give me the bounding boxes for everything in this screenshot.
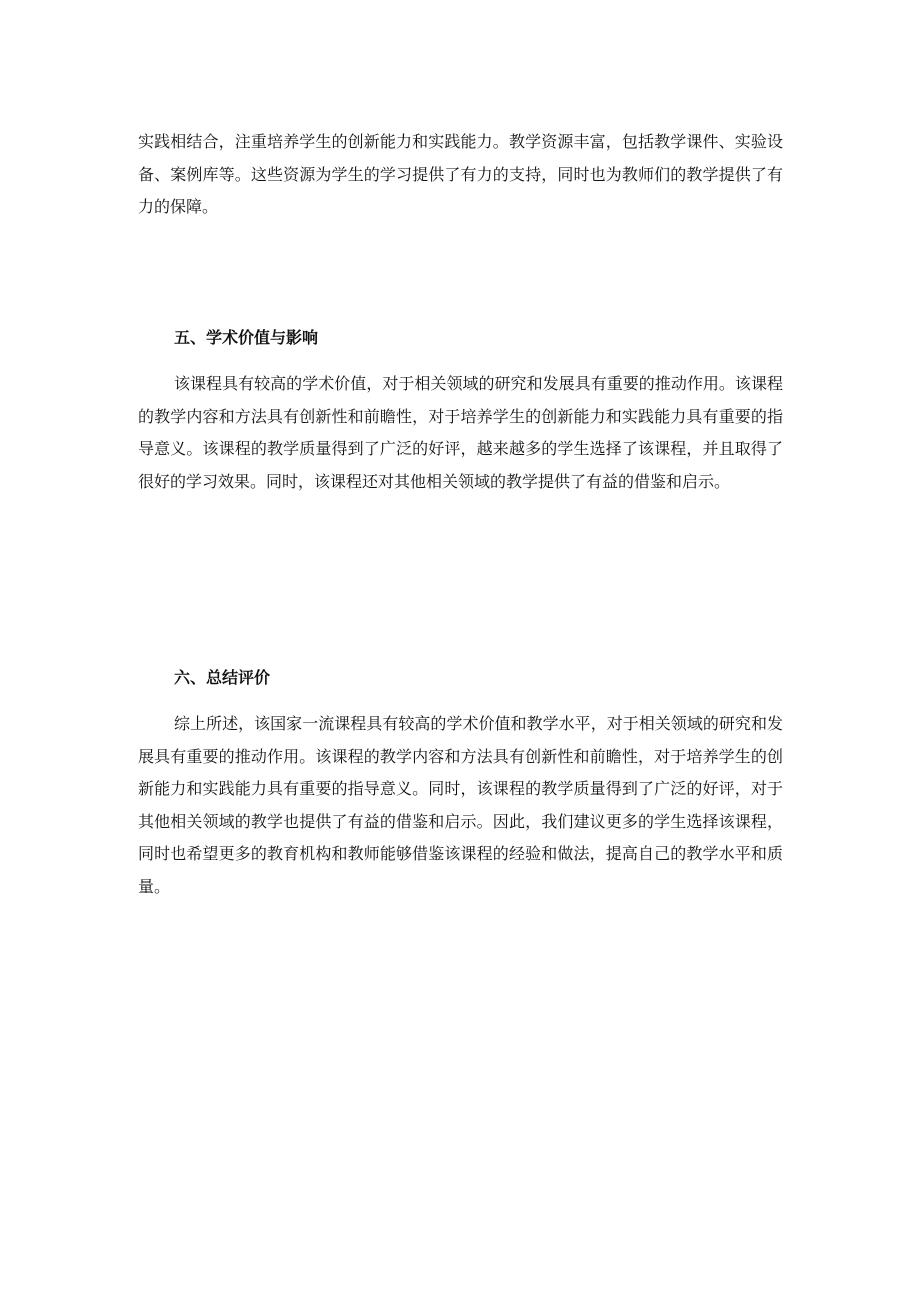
section-heading-academic-value: 五、学术价值与影响 (174, 328, 319, 347)
intro-paragraph: 实践相结合，注重培养学生的创新能力和实践能力。教学资源丰富，包括教学课件、实验设备、案例库等。这些资源为学生的学习提供了有力的支持，同时也为教师们的教学提供了有力的保障。 (138, 132, 783, 217)
section-paragraph-academic-value: 该课程具有较高的学术价值，对于相关领域的研究和发展具有重要的推动作用。该课程的教学内容和方法具有创新性和前瞻性，对于培养学生的创新能力和实践能力具有重要的指导意义。该课程的教学质量得到了广泛的好评，越来越多的学生选择了该课程，并且取得了很好的学习效果。同时，该课程还对其他相关领域的教学提供了有益的借鉴和启示。 (138, 374, 783, 491)
section-heading-summary: 六、总结评价 (174, 668, 271, 687)
section-paragraph-summary: 综上所述，该国家一流课程具有较高的学术价值和教学水平，对于相关领域的研究和发展具有重要的推动作用。该课程的教学内容和方法具有创新性和前瞻性，对于培养学生的创新能力和实践能力具有重要的指导意义。同时，该课程的教学质量得到了广泛的好评，对于其他相关领域的教学也提供了有益的借鉴和启示。因此，我们建议更多的学生选择该课程，同时也希望更多的教育机构和教师能够借鉴该课程的经验和做法，提高自己的教学水平和质量。 (138, 714, 783, 896)
